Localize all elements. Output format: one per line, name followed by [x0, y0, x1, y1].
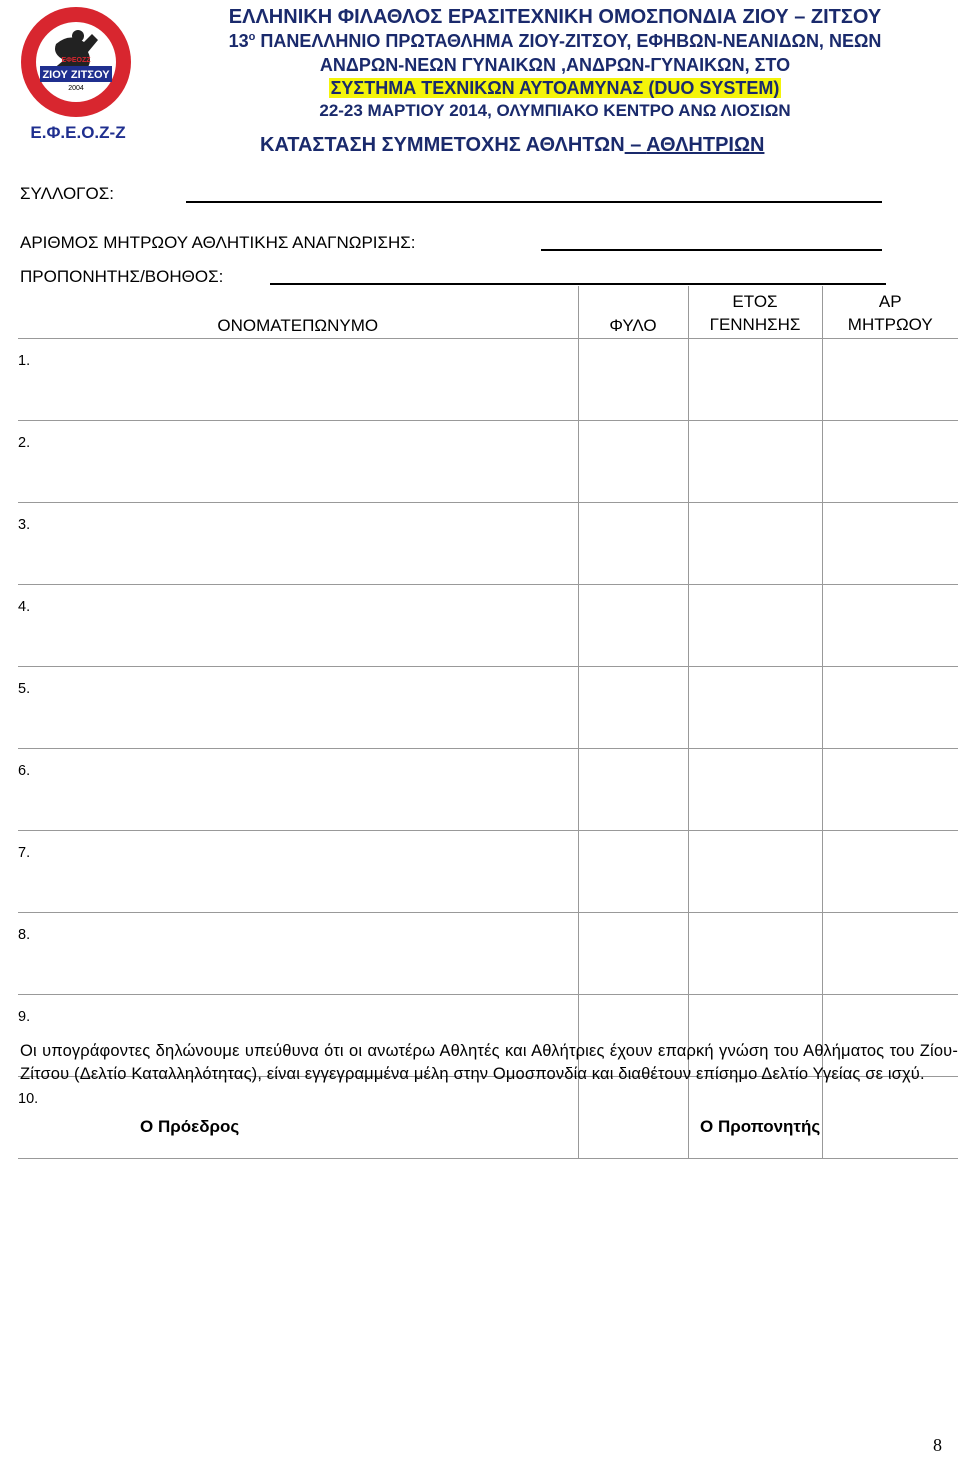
- row-number: 5.: [18, 681, 31, 697]
- athlete-name-cell[interactable]: [18, 1077, 578, 1159]
- athlete-birth-year-cell[interactable]: [688, 503, 822, 585]
- table-row: [18, 503, 958, 585]
- table-row: [18, 913, 958, 995]
- athlete-name-cell[interactable]: [18, 749, 578, 831]
- athlete-sex-cell[interactable]: [578, 749, 688, 831]
- date-venue-line: 22-23 ΜΑΡΤΙΟΥ 2014, ΟΛΥΜΠΙΑΚΟ ΚΕΝΤΡΟ ΑΝΩ ΛΙΟΣΙΩΝ: [319, 101, 791, 120]
- athlete-registry-cell[interactable]: [822, 339, 958, 421]
- athlete-name-cell[interactable]: [18, 913, 578, 995]
- athlete-birth-year-cell[interactable]: [688, 421, 822, 503]
- page-number: 8: [933, 1435, 942, 1455]
- athlete-sex-cell[interactable]: [578, 1077, 688, 1159]
- athlete-registry-cell[interactable]: [822, 1077, 958, 1159]
- row-number: 4.: [18, 599, 31, 615]
- header-registry-number: ΑΡ ΜΗΤΡΩΟΥ: [822, 286, 958, 339]
- athlete-name-cell[interactable]: [18, 831, 578, 913]
- athlete-registry-cell[interactable]: [822, 421, 958, 503]
- athlete-birth-year-cell[interactable]: [688, 339, 822, 421]
- athlete-registry-cell[interactable]: [822, 667, 958, 749]
- system-line: [160, 78, 950, 99]
- row-number: 3.: [18, 517, 31, 533]
- row-number: 8.: [18, 927, 31, 943]
- championship-number: 13: [228, 31, 249, 51]
- table-row: [18, 831, 958, 913]
- title-part1: ΚΑΤΑΣΤΑΣΗ ΣΥΜΜΕΤΟΧΗΣ ΑΘΛΗΤΩΝ: [260, 134, 625, 156]
- row-number: 9.: [18, 1009, 31, 1025]
- table-row: [18, 585, 958, 667]
- logo-emblem-icon: [18, 4, 138, 142]
- athlete-registry-cell[interactable]: [822, 503, 958, 585]
- athlete-name-cell[interactable]: [18, 585, 578, 667]
- table-row: [18, 749, 958, 831]
- club-fill-line[interactable]: [186, 201, 882, 203]
- categories-line: ΑΝΔΡΩΝ-ΝΕΩΝ ΓΥΝΑΙΚΩΝ ,ΑΝΔΡΩΝ-ΓΥΝΑΙΚΩΝ, ΣΤΟ: [319, 55, 791, 75]
- row-number: 2.: [18, 435, 31, 451]
- athlete-name-cell[interactable]: [18, 503, 578, 585]
- athlete-sex-cell[interactable]: [578, 831, 688, 913]
- registry-label: ΑΡΙΘΜΟΣ ΜΗΤΡΩΟΥ ΑΘΛΗΤΙΚΗΣ ΑΝΑΓΝΩΡΙΣΗΣ:: [20, 233, 416, 252]
- championship-text: ΠΑΝΕΛΛΗΝΙΟ ΠΡΩΤΑΘΛΗΜΑ ΖΙΟΥ-ΖΙΤΣΟΥ, ΕΦΗΒΩΝ-ΝΕΑΝΙΔΩΝ, ΝΕΩΝ: [255, 31, 882, 51]
- table-header-row: [18, 286, 958, 339]
- header-birth-year: ΕΤΟΣ ΓΕΝΝΗΣΗΣ: [688, 286, 822, 339]
- athlete-sex-cell[interactable]: [578, 503, 688, 585]
- ordinal-suffix: ο: [248, 31, 256, 43]
- athlete-registry-cell[interactable]: [822, 585, 958, 667]
- table-row: [18, 339, 958, 421]
- athlete-name-cell[interactable]: [18, 667, 578, 749]
- athlete-name-cell[interactable]: [18, 339, 578, 421]
- row-number: 7.: [18, 845, 31, 861]
- federation-name: ΕΛΛΗΝΙΚΗ ΦΙΛΑΘΛΟΣ ΕΡΑΣΙΤΕΧΝΙΚΗ ΟΜΟΣΠΟΝΔΙΑ ΖΙΟΥ – ΖΙΤΣΟΥ: [228, 6, 882, 28]
- athlete-birth-year-cell[interactable]: [688, 667, 822, 749]
- header-name: ΟΝΟΜΑΤΕΠΩΝΥΜΟ: [18, 286, 578, 339]
- logo-year: 2004: [68, 85, 84, 92]
- registry-fill-line[interactable]: [541, 249, 882, 251]
- athlete-registry-cell[interactable]: [822, 913, 958, 995]
- athlete-sex-cell[interactable]: [578, 421, 688, 503]
- athlete-birth-year-cell[interactable]: [688, 913, 822, 995]
- athlete-birth-year-cell[interactable]: [688, 831, 822, 913]
- coach-fill-line[interactable]: [270, 283, 886, 285]
- athlete-registry-cell[interactable]: [822, 749, 958, 831]
- club-label: ΣΥΛΛΟΓΟΣ:: [20, 184, 114, 203]
- athlete-registry-cell[interactable]: [822, 831, 958, 913]
- federation-logo: [18, 4, 138, 142]
- system-highlight: ΣΥΣΤΗΜΑ ΤΕΧΝΙΚΩΝ ΑΥΤΟΑΜΥΝΑΣ (DUO SYSTEM): [330, 78, 780, 98]
- athlete-name-cell[interactable]: [18, 421, 578, 503]
- logo-banner-text: ΖΙΟΥ ΖΙΤΣΟΥ: [42, 69, 110, 81]
- logo-abbrev: Ε.Φ.Ε.Ο.Ζ-Ζ: [30, 123, 126, 142]
- president-signature-label: Ο Πρόεδρος: [140, 1117, 240, 1136]
- athlete-sex-cell[interactable]: [578, 585, 688, 667]
- coach-label: ΠΡΟΠΟΝΗΤΗΣ/ΒΟΗΘΟΣ:: [20, 267, 224, 286]
- athlete-sex-cell[interactable]: [578, 913, 688, 995]
- athlete-birth-year-cell[interactable]: [688, 749, 822, 831]
- table-row: [18, 667, 958, 749]
- header-sex: ΦΥΛΟ: [578, 286, 688, 339]
- row-number: 1.: [18, 353, 31, 369]
- athlete-birth-year-cell[interactable]: [688, 585, 822, 667]
- title-part2: ΑΘΛΗΤΡΙΩΝ: [646, 134, 765, 156]
- coach-signature-label: Ο Προπονητής: [700, 1117, 821, 1136]
- document-title: [260, 134, 764, 157]
- athlete-sex-cell[interactable]: [578, 667, 688, 749]
- row-number: 6.: [18, 763, 31, 779]
- title-separator: –: [624, 134, 647, 156]
- table-row: [18, 421, 958, 503]
- row-number: 10.: [18, 1091, 39, 1107]
- logo-center-text: ΕΦΕΟΖΖ: [61, 57, 91, 64]
- athletes-table: [18, 286, 958, 1159]
- championship-title: [160, 31, 950, 52]
- athlete-sex-cell[interactable]: [578, 339, 688, 421]
- declaration-text: Οι υπογράφοντες δηλώνουμε υπεύθυνα ότι οι ανωτέρω Αθλητές και Αθλήτριες έχουν επαρκή γνώση του Αθλήματος του Ζίου-Ζίτσου (Δελτίο Καταλληλότητας), είναι εγγεγραμμένα μέλη στην Ομοσπονδία και διαθέτουν επίσημο Δελτίο Υγείας σε ισχύ.: [20, 1042, 958, 1083]
